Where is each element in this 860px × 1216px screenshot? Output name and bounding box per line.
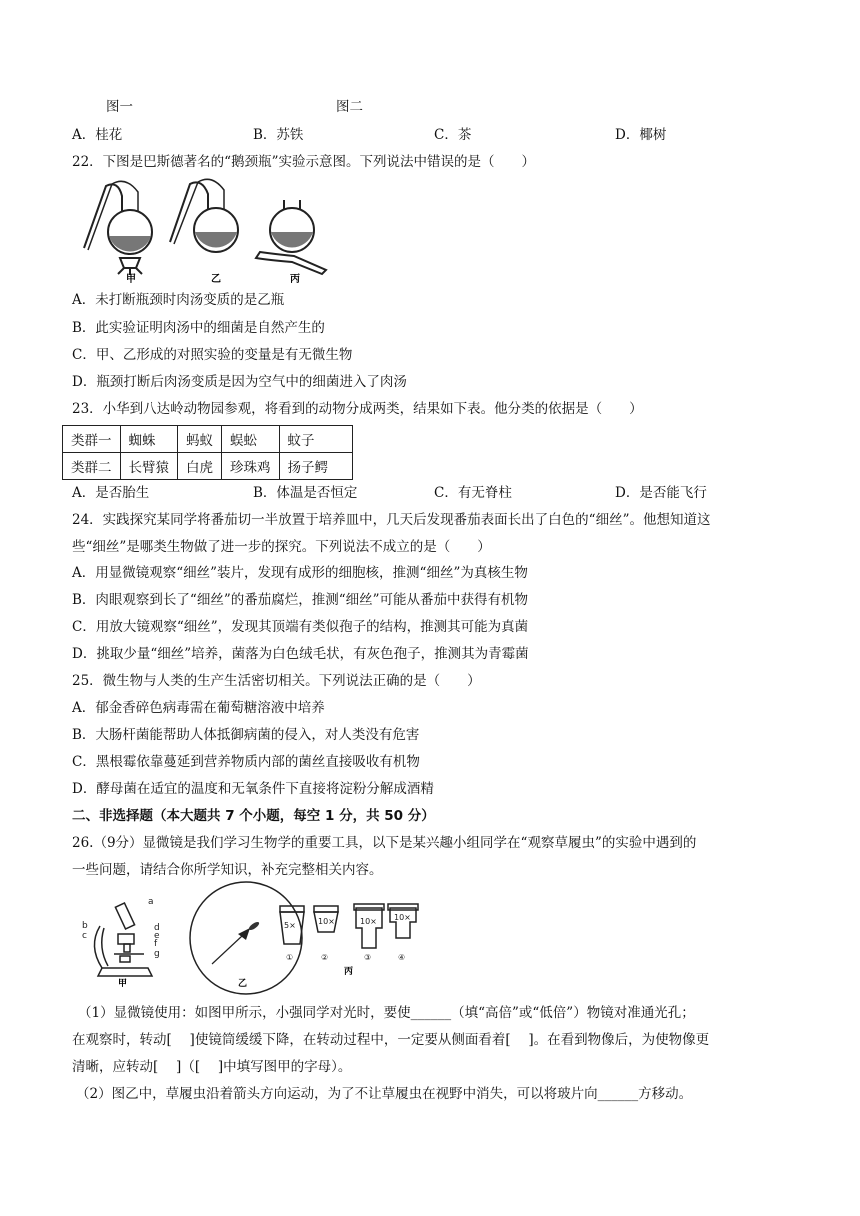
q23-stem: 23．小华到八达岭动物园参观，将看到的动物分成两类，结果如下表。他分类的依据是（ ）: [72, 401, 643, 417]
q26-fig-label-bing: 丙: [344, 967, 354, 977]
q23-option-a: A．是否胎生: [72, 485, 150, 501]
microscope-label-d: d: [154, 923, 160, 933]
table-row: [63, 426, 353, 453]
q24-option-b: B．肉眼观察到长了“细丝”的番茄腐烂，推测“细丝”可能从番茄中获得有机物: [72, 592, 529, 608]
q22-option-a: A．未打断瓶颈时肉汤变质的是乙瓶: [72, 292, 285, 308]
lens-1-number: ①: [286, 953, 294, 962]
q26-stem-line1: 26.（9分）显微镜是我们学习生物学的重要工具，以下是某兴趣小组同学在“观察草履虫”的实验中遇到的: [72, 835, 697, 851]
lens-2-magnification: 10×: [318, 917, 335, 926]
q26-part1-line2: 在观察时，转动[ ]使镜筒缓缓下降，在转动过程中，一定要从侧面看着[ ]。在看到物像后，为使物像更: [72, 1032, 710, 1048]
q22-stem: 22．下图是巴斯德著名的“鹅颈瓶”实验示意图。下列说法中错误的是（ ）: [72, 154, 535, 170]
figure-2-caption: 图二: [336, 99, 363, 115]
microscope-label-b: b: [82, 921, 88, 931]
q21-option-b: B．苏铁: [253, 127, 304, 143]
microscope-label-e: e: [154, 931, 160, 941]
q22-fig-label-yi: 乙: [211, 274, 221, 285]
q26-fig-label-jia: 甲: [118, 979, 128, 989]
q26-part2: （2）图乙中，草履虫沿着箭头方向运动，为了不让草履虫在视野中消失，可以将玻片向______方移动。: [76, 1086, 693, 1102]
q24-option-a: A．用显微镜观察“细丝”装片，发现有成形的细胞核，推测“细丝”为真核生物: [72, 565, 528, 581]
microscope-label-a: a: [148, 897, 154, 907]
q25-stem: 25．微生物与人类的生产生活密切相关。下列说法正确的是（ ）: [72, 673, 481, 689]
lens-3-number: ③: [364, 953, 372, 962]
table-cell: 蜘蛛: [120, 426, 178, 453]
q26-fig-label-yi: 乙: [238, 979, 248, 989]
q24-option-c: C．用放大镜观察“细丝”，发现其顶端有类似孢子的结构，推测其可能为真菌: [72, 619, 529, 635]
q23-option-c: C．有无脊柱: [434, 485, 512, 501]
lens-4-magnification: 10×: [394, 913, 411, 922]
q22-option-d: D．瓶颈打断后肉汤变质是因为空气中的细菌进入了肉汤: [72, 374, 407, 390]
q26-part1-line1: （1）显微镜使用：如图甲所示，小强同学对光时，要使______（填“高倍”或“低倍”）物镜对准通光孔；: [78, 1005, 695, 1021]
q26-stem-line2: 一些问题，请结合你所学知识，补充完整相关内容。: [72, 862, 383, 878]
q23-option-d: D．是否能飞行: [615, 485, 707, 501]
table-cell: 蜈蚣: [222, 426, 280, 453]
q23-classification-table: [62, 425, 353, 480]
microscope-label-c: c: [82, 931, 87, 941]
microscope-label-g: g: [154, 949, 160, 959]
q22-option-b: B．此实验证明肉汤中的细菌是自然产生的: [72, 320, 325, 336]
swan-neck-flask-figure: [78, 178, 340, 284]
q26-part1-line3: 清晰，应转动[ ]（[ ]中填写图甲的字母）。: [72, 1059, 352, 1075]
lens-3-magnification: 10×: [360, 917, 377, 926]
table-cell: 类群二: [63, 453, 121, 480]
q22-fig-label-bing: 丙: [290, 274, 300, 285]
table-cell: 长臂猿: [120, 453, 178, 480]
q25-option-a: A．郁金香碎色病毒需在葡萄糖溶液中培养: [72, 700, 325, 716]
q21-option-c: C．茶: [434, 127, 472, 143]
q22-fig-label-jia: 甲: [126, 274, 136, 285]
lens-2-number: ②: [321, 953, 329, 962]
q21-option-d: D．椰树: [615, 127, 667, 143]
microscope-label-f: f: [154, 939, 158, 949]
lens-4-number: ④: [398, 953, 406, 962]
q22-option-c: C．甲、乙形成的对照实验的变量是有无微生物: [72, 347, 353, 363]
q23-option-b: B．体温是否恒定: [253, 485, 358, 501]
q25-option-d: D．酵母菌在适宜的温度和无氧条件下直接将淀粉分解成酒精: [72, 781, 434, 797]
table-cell: 白虎: [178, 453, 222, 480]
q24-option-d: D．挑取少量“细丝”培养，菌落为白色绒毛状，有灰色孢子，推测其为青霉菌: [72, 646, 529, 662]
table-cell: 蚊子: [279, 426, 353, 453]
q21-option-a: A．桂花: [72, 127, 123, 143]
microscope-figure: [78, 898, 458, 988]
q24-stem-line1: 24．实践探究某同学将番茄切一半放置于培养皿中，几天后发现番茄表面长出了白色的“细丝”。他想知道这: [72, 512, 711, 528]
q25-option-b: B．大肠杆菌能帮助人体抵御病菌的侵入，对人类没有危害: [72, 727, 420, 743]
table-cell: 蚂蚁: [178, 426, 222, 453]
figure-1-caption: 图一: [106, 99, 133, 115]
table-cell: 珍珠鸡: [222, 453, 280, 480]
q25-option-c: C．黑根霉依靠蔓延到营养物质内部的菌丝直接吸收有机物: [72, 754, 420, 770]
lens-1-magnification: 5×: [284, 921, 296, 930]
q24-stem-line2: 些“细丝”是哪类生物做了进一步的探究。下列说法不成立的是（ ）: [72, 539, 491, 555]
section-2-heading: 二、非选择题（本大题共 7 个小题，每空 1 分，共 50 分）: [72, 808, 435, 824]
table-cell: 类群一: [63, 426, 121, 453]
table-cell: 扬子鳄: [279, 453, 353, 480]
table-row: [63, 453, 353, 480]
